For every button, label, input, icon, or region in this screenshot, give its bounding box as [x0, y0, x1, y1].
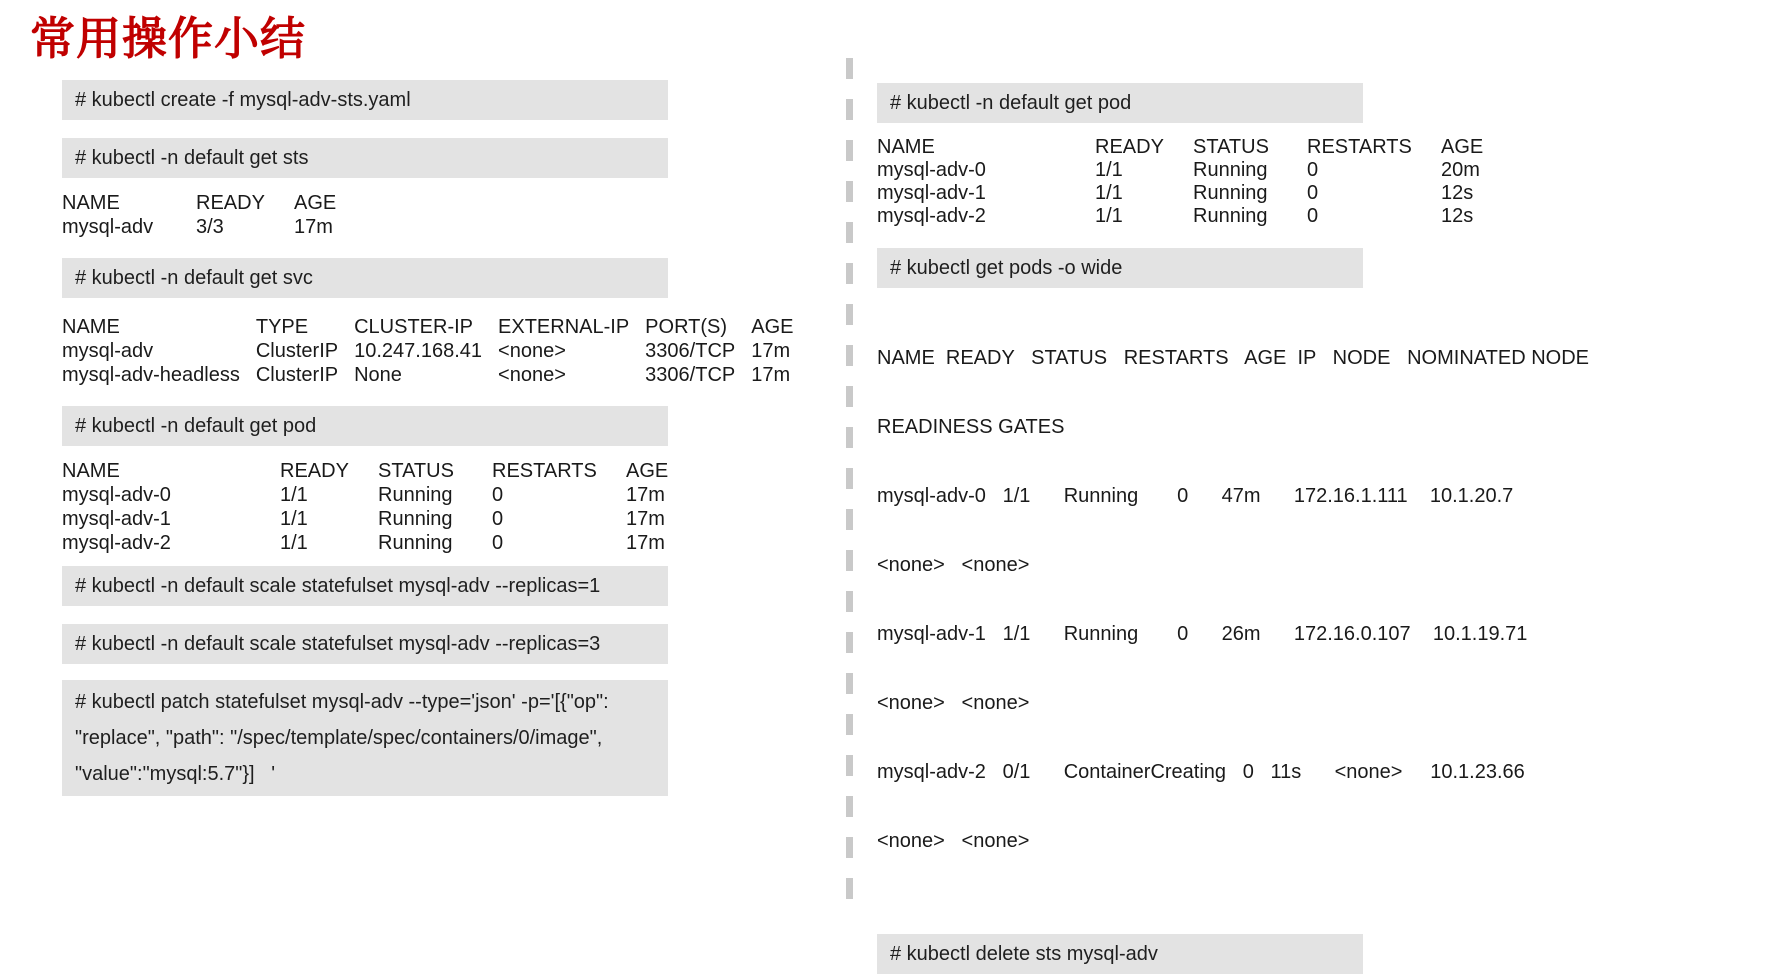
cell: 17m	[626, 484, 665, 506]
column-header: STATUS	[378, 460, 454, 482]
column-header: STATUS	[1193, 136, 1269, 158]
cell: mysql-adv-1	[877, 182, 986, 204]
cell: Running	[378, 508, 453, 530]
command-box-scale-replicas-3: # kubectl -n default scale statefulset mysql-adv --replicas=3	[62, 624, 668, 664]
output-line: NAME READY STATUS RESTARTS AGE IP NODE NOMINATED NODE	[877, 347, 1589, 369]
cell: 0	[1307, 159, 1319, 181]
cell: 0	[492, 484, 504, 506]
cell: mysql-adv-2	[62, 532, 171, 554]
pod-output-table	[62, 459, 690, 555]
cell: ClusterIP	[255, 364, 339, 386]
command-box-get-pod-right: # kubectl -n default get pod	[877, 83, 1363, 123]
cell: 0	[1307, 205, 1319, 227]
cell: 20m	[1441, 159, 1480, 181]
cell: Running	[378, 532, 453, 554]
cell: 3306/TCP	[645, 364, 736, 386]
table-header-row	[62, 315, 809, 339]
command-box-get-pods-wide: # kubectl get pods -o wide	[877, 248, 1363, 288]
left-column	[62, 80, 794, 796]
cell: 3/3	[196, 216, 224, 238]
column-header: PORT(S)	[645, 316, 728, 338]
cell: 1/1	[280, 508, 308, 530]
cell: None	[354, 364, 402, 386]
vertical-dashed-divider	[846, 58, 853, 908]
column-header: AGE	[626, 460, 669, 482]
cell: mysql-adv-1	[62, 508, 171, 530]
table-row	[62, 507, 690, 531]
output-line: <none> <none>	[877, 554, 1030, 576]
patch-command-line: # kubectl patch statefulset mysql-adv --type='json' -p='[{"op":	[75, 691, 609, 713]
cell: mysql-adv-2	[877, 205, 986, 227]
column-header: NAME	[877, 136, 935, 158]
cell: 1/1	[1095, 159, 1123, 181]
cell: Running	[1193, 205, 1268, 227]
cell: <none>	[498, 340, 566, 362]
command-box-create-sts: # kubectl create -f mysql-adv-sts.yaml	[62, 80, 668, 120]
command-box-patch-statefulset	[62, 680, 668, 796]
patch-command-line: "value":"mysql:5.7"}] '	[75, 763, 276, 785]
table-row	[62, 215, 358, 239]
table-row	[62, 483, 690, 507]
output-line: mysql-adv-0 1/1 Running 0 47m 172.16.1.111 10.1.20.7	[877, 485, 1514, 507]
output-line: <none> <none>	[877, 830, 1030, 852]
table-row	[877, 159, 1505, 182]
column-header: RESTARTS	[492, 460, 597, 482]
cell: 0	[492, 532, 504, 554]
cell: 1/1	[280, 532, 308, 554]
cell: 17m	[751, 364, 791, 386]
pod-output-table-right	[877, 136, 1505, 228]
table-row	[62, 531, 690, 555]
cell: Running	[1193, 182, 1268, 204]
cell: 3306/TCP	[645, 340, 736, 362]
cell: 1/1	[1095, 205, 1123, 227]
output-line: <none> <none>	[877, 692, 1030, 714]
table-header-row	[62, 191, 358, 215]
column-header: READY	[196, 192, 265, 214]
cell: 1/1	[1095, 182, 1123, 204]
cell: mysql-adv	[62, 340, 154, 362]
command-box-get-pod: # kubectl -n default get pod	[62, 406, 668, 446]
cell: 17m	[626, 508, 665, 530]
cell: 0	[492, 508, 504, 530]
cell: 17m	[751, 340, 791, 362]
cell: 12s	[1441, 182, 1474, 204]
column-header: NAME	[62, 192, 120, 214]
cell: mysql-adv-0	[62, 484, 171, 506]
output-line: mysql-adv-1 1/1 Running 0 26m 172.16.0.107 10.1.19.71	[877, 623, 1528, 645]
cell: <none>	[498, 364, 566, 386]
cell: Running	[1193, 159, 1268, 181]
cell: 1/1	[280, 484, 308, 506]
column-header: RESTARTS	[1307, 136, 1412, 158]
cell: mysql-adv-0	[877, 159, 986, 181]
column-header: EXTERNAL-IP	[498, 316, 630, 338]
output-line: mysql-adv-2 0/1 ContainerCreating 0 11s <none> 10.1.23.66	[877, 761, 1525, 783]
table-row	[62, 363, 809, 387]
right-column	[877, 83, 1589, 974]
output-line: READINESS GATES	[877, 416, 1065, 438]
column-header: CLUSTER-IP	[354, 316, 474, 338]
command-box-get-sts: # kubectl -n default get sts	[62, 138, 668, 178]
command-box-delete-sts: # kubectl delete sts mysql-adv	[877, 934, 1363, 974]
cell: mysql-adv	[62, 216, 154, 238]
cell: Running	[378, 484, 453, 506]
cell: ClusterIP	[255, 340, 339, 362]
command-box-get-svc: # kubectl -n default get svc	[62, 258, 668, 298]
pods-wide-output	[877, 301, 1589, 899]
column-header: READY	[1095, 136, 1164, 158]
column-header: READY	[280, 460, 349, 482]
table-header-row	[62, 459, 690, 483]
cell: 17m	[294, 216, 333, 238]
table-header-row	[877, 136, 1505, 159]
cell: 17m	[626, 532, 665, 554]
cell: mysql-adv-headless	[62, 364, 240, 386]
cell: 10.247.168.41	[354, 340, 483, 362]
cell: 0	[1307, 182, 1319, 204]
table-row	[877, 205, 1505, 228]
command-box-scale-replicas-1: # kubectl -n default scale statefulset mysql-adv --replicas=1	[62, 566, 668, 606]
column-header: NAME	[62, 460, 120, 482]
column-header: AGE	[1441, 136, 1484, 158]
column-header: AGE	[751, 316, 794, 338]
column-header: TYPE	[255, 316, 309, 338]
page-title: 常用操作小结	[30, 13, 307, 64]
patch-command-line: "replace", "path": "/spec/template/spec/containers/0/image",	[75, 727, 603, 749]
table-row	[62, 339, 809, 363]
sts-output-table	[62, 191, 358, 239]
column-header: NAME	[62, 316, 120, 338]
cell: 12s	[1441, 205, 1474, 227]
column-header: AGE	[294, 192, 337, 214]
svc-output-table	[62, 315, 809, 387]
table-row	[877, 182, 1505, 205]
